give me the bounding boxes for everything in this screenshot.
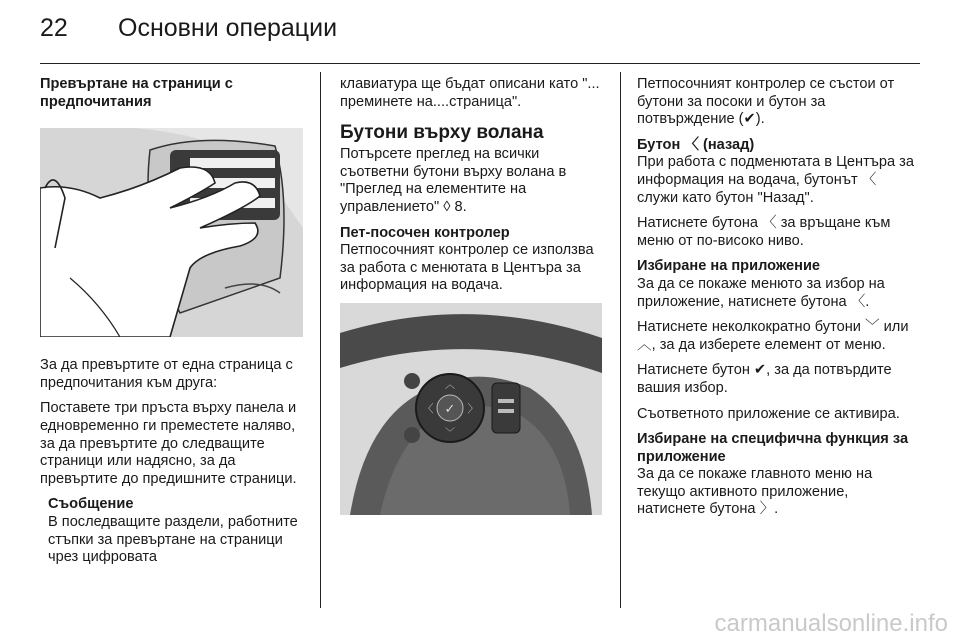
heading-five-way-controller: Пет-посочен контролер — [340, 224, 510, 241]
page-number: 22 — [40, 14, 68, 42]
heading-steering-buttons: Бутони върху волана — [340, 122, 544, 144]
paragraph-scroll-instructions: Поставете три пръста върху панела и едновременно ги преместете наляво, за да превъртите до следващите страници или надясно, за да превъртите до предишните страници. — [40, 400, 297, 487]
column-divider-1 — [320, 72, 321, 608]
heading-back-button: Бутон 〈 (назад) — [637, 136, 755, 153]
paragraph-steering-buttons: Потърсете преглед на всички съответни бутони върху волана в "Преглед на елементите на управлението" ◊ 8. — [340, 146, 567, 215]
column-2 — [340, 76, 604, 515]
paragraph-controller-buttons: Петпосочният контролер се състои от бутони за посоки и бутон за потвърждение (✔). — [637, 76, 895, 128]
heading-app-function: Избиране на специфична функция за приложение — [637, 431, 909, 465]
steering-wheel-illustration — [340, 303, 602, 515]
touchpad-illustration — [40, 128, 303, 337]
note-title: Съобщение — [48, 496, 134, 513]
paragraph-continued: клавиатура ще бъдат описани като "... преминете на....страница". — [340, 76, 600, 110]
svg-text:〉: 〉 — [467, 401, 479, 415]
paragraph-select-app-menu: За да се покаже менюто за избор на приложение, натиснете бутона 〈. — [637, 275, 885, 310]
paragraph-app-function: За да се покаже главното меню на текущо активното приложение, натиснете бутона 〉. — [637, 466, 873, 518]
header-rule — [40, 63, 920, 64]
paragraph-scroll-intro: За да превъртите от една страница с предпочитания към друга: — [40, 357, 293, 391]
note-text: В последващите раздели, работните стъпки за превъртане на страници чрез цифровата — [48, 513, 298, 566]
column-3 — [637, 76, 920, 527]
column-1 — [40, 76, 305, 567]
note-block — [40, 496, 305, 566]
svg-text:✓: ✓ — [444, 401, 456, 417]
paragraph-back-level: Натиснете бутона 〈 за връщане към меню от по-високо ниво. — [637, 215, 891, 249]
paragraph-back-button: При работа с подменютата в Центъра за информация на водача, бутонът 〈 служи като бутон "Назад". — [637, 154, 914, 206]
watermark: carmanualsonline.info — [714, 610, 948, 637]
paragraph-confirm: Натиснете бутон ✔, за да потвърдите вашия избор. — [637, 362, 892, 396]
page-header — [40, 14, 337, 43]
svg-text:﹀: ﹀ — [445, 427, 455, 439]
heading-scroll-pages: Превъртане на страници с предпочитания — [40, 76, 233, 110]
paragraph-app-activated: Съответното приложение се активира. — [637, 405, 900, 422]
section-title: Основни операции — [118, 14, 338, 42]
paragraph-five-way-controller: Петпосочният контролер се използва за работа с менютата в Центъра за информация на водача. — [340, 242, 594, 294]
svg-text:︿: ︿ — [445, 379, 455, 391]
column-divider-2 — [620, 72, 621, 608]
svg-text:〈: 〈 — [422, 401, 434, 415]
paragraph-select-app-item: Натиснете неколкократно бутони ﹀ или ︿, за да изберете елемент от меню. — [637, 319, 909, 353]
heading-select-app: Избиране на приложение — [637, 258, 821, 275]
